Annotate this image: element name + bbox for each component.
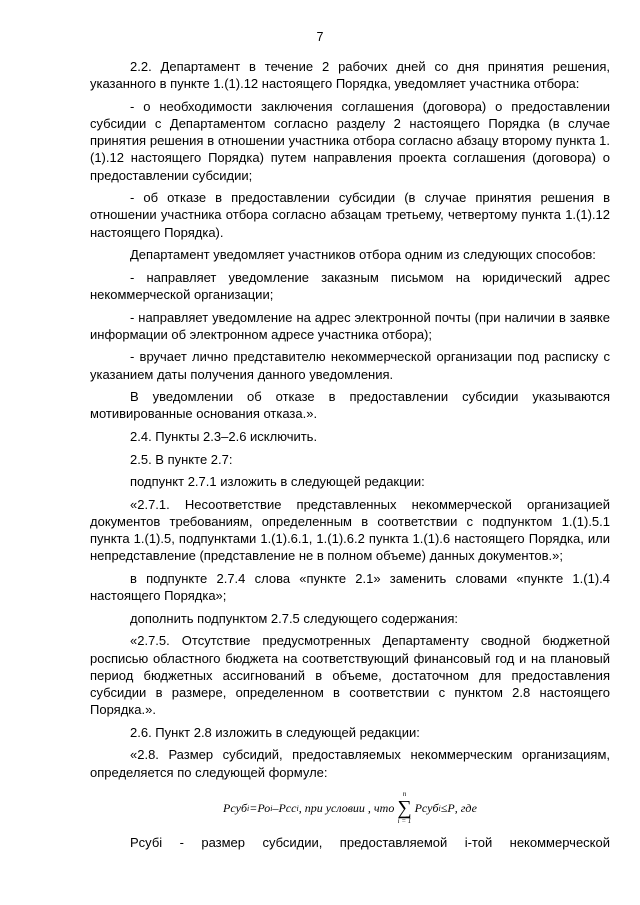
paragraph: - направляет уведомление заказным письмом на юридический адрес некоммерческой организации; xyxy=(90,269,610,302)
paragraph: 2.6. Пункт 2.8 изложить в следующей редакции: xyxy=(130,724,420,740)
paragraph: 2.4. Пункты 2.3–2.6 исключить. xyxy=(130,428,318,444)
paragraph: - вручает лично представителю некоммерческой организации под расписку с указанием даты получения данного уведомления. xyxy=(90,349,610,382)
paragraph: - направляет уведомление на адрес электронной почты (при наличии в заявке информации об электронном адресе участника отбора); xyxy=(90,309,610,342)
formula-condition: , при условии , что xyxy=(298,800,395,815)
paragraph: - о необходимости заключения соглашения (договора) о предоставлении субсидии с Департаментом согласно разделу 2 настоящего Порядка (в случае принятия решения в отношении участника отбора согласно абзацу второму пункта 1.(1).12 настоящего Порядка) путем направления проекта соглашения (договора) о предоставлении субсидии; xyxy=(90,98,610,183)
paragraph: подпункт 2.7.1 изложить в следующей редакции: xyxy=(130,474,425,490)
formula-term1: Ро xyxy=(257,800,271,815)
document-body xyxy=(90,58,610,857)
formula-sum-body: Рсуб xyxy=(414,800,439,815)
formula-suffix: , где xyxy=(454,800,477,815)
paragraph: - об отказе в предоставлении субсидии (в случае принятия решения в отношении участника отбора согласно абзацам третьему, четвертому пункта 1.(1).12 настоящего Порядка). xyxy=(90,190,610,240)
paragraph: 2.2. Департамент в течение 2 рабочих дней со дня принятия решения, указанного в пункте 1.(1).12 настоящего Порядка, уведомляет участника отбора: xyxy=(90,59,610,92)
paragraph: В уведомлении об отказе в предоставлении субсидии указываются мотивированные основания отказа.». xyxy=(90,389,610,422)
paragraph: Рсубi - размер субсидии, предоставляемой i-той некоммерческой xyxy=(130,835,610,851)
formula-index: i xyxy=(270,803,273,813)
formula-index: i xyxy=(246,803,250,813)
sigma-icon: ∑ xyxy=(397,797,412,820)
paragraph: «2.7.5. Отсутствие предусмотренных Департаменту сводной бюджетной росписью областного бюджета на соответствующий финансовый год и на плановый период бюджетных ассигнований в объеме, достаточном для предоставления субсидии в размере, определенном в соответствии с пунктом 2.8 настоящего Порядка.». xyxy=(90,633,610,718)
formula-bound: P xyxy=(447,800,455,815)
formula-minus: – xyxy=(272,800,279,815)
formula-lhs: Рсуб xyxy=(223,800,247,815)
sum-sign xyxy=(397,791,411,825)
paragraph: дополнить подпунктом 2.7.5 следующего содержания: xyxy=(130,610,458,626)
formula-index: i xyxy=(438,803,441,813)
paragraph: «2.7.1. Несоответствие представленных некоммерческой организацией документов требованиям, определенным в соответствии с подпунктом 1.(1).5.1 пункта 1.(1).5, подпунктами 1.(1).6.1, 1.(1).6.2 пункта 1.(1).6 настоящего Порядка, или непредставление (представление не в полном объеме) данных документов.»; xyxy=(90,496,610,564)
paragraph: Департамент уведомляет участников отбора одним из следующих способов: xyxy=(130,247,596,263)
formula-term2: Рсс xyxy=(278,800,297,815)
paragraph: «2.8. Размер субсидий, предоставляемых некоммерческим организациям, определяется по следующей формуле: xyxy=(90,747,610,780)
page-number: 7 xyxy=(316,30,324,44)
formula-equals: = xyxy=(249,800,258,815)
formula-leq: ≤ xyxy=(440,800,448,815)
subsidy-formula xyxy=(90,786,610,830)
sum-upper-limit: n xyxy=(402,790,407,799)
paragraph: 2.5. В пункте 2.7: xyxy=(130,451,233,467)
paragraph: в подпункте 2.7.4 слова «пункте 2.1» заменить словами «пункте 1.(1).4 настоящего Порядка»; xyxy=(90,570,610,604)
formula-index: i xyxy=(296,803,299,813)
sum-lower-limit: i = 1 xyxy=(397,817,412,826)
